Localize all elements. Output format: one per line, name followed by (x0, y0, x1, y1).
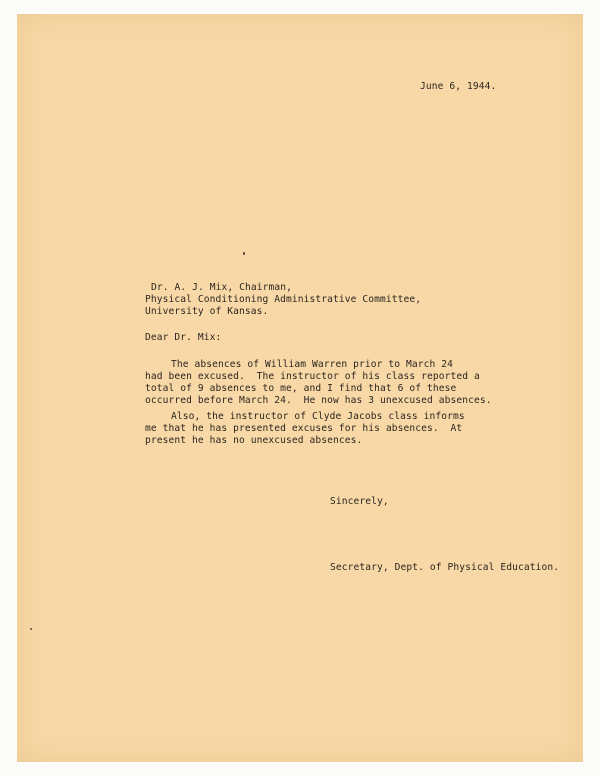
recipient-line-2: Physical Conditioning Administrative Committee, (145, 294, 422, 305)
paper-speck (30, 628, 32, 630)
letter-page (17, 14, 583, 762)
paper-speck (243, 252, 245, 255)
paragraph-1-line-3: total of 9 absences to me, and I find that 6 of these (145, 383, 457, 394)
paragraph-2-line-3: present he has no unexcused absences. (145, 435, 363, 446)
salutation: Dear Dr. Mix: (145, 332, 222, 343)
recipient-line-3: University of Kansas. (145, 306, 269, 317)
paragraph-1-line-1: The absences of William Warren prior to March 24 (171, 359, 454, 370)
signature-line: Secretary, Dept. of Physical Education. (330, 562, 560, 573)
recipient-line-1: Dr. A. J. Mix, Chairman, (151, 282, 293, 293)
paragraph-2-line-2: me that he has presented excuses for his absences. At (145, 423, 463, 434)
paragraph-1-line-4: occurred before March 24. He now has 3 unexcused absences. (145, 395, 492, 406)
paragraph-1-line-2: had been excused. The instructor of his class reported a (145, 371, 480, 382)
paragraph-2-line-1: Also, the instructor of Clyde Jacobs class informs (171, 411, 465, 422)
letter-date: June 6, 1944. (420, 81, 497, 92)
closing: Sincerely, (330, 496, 389, 507)
